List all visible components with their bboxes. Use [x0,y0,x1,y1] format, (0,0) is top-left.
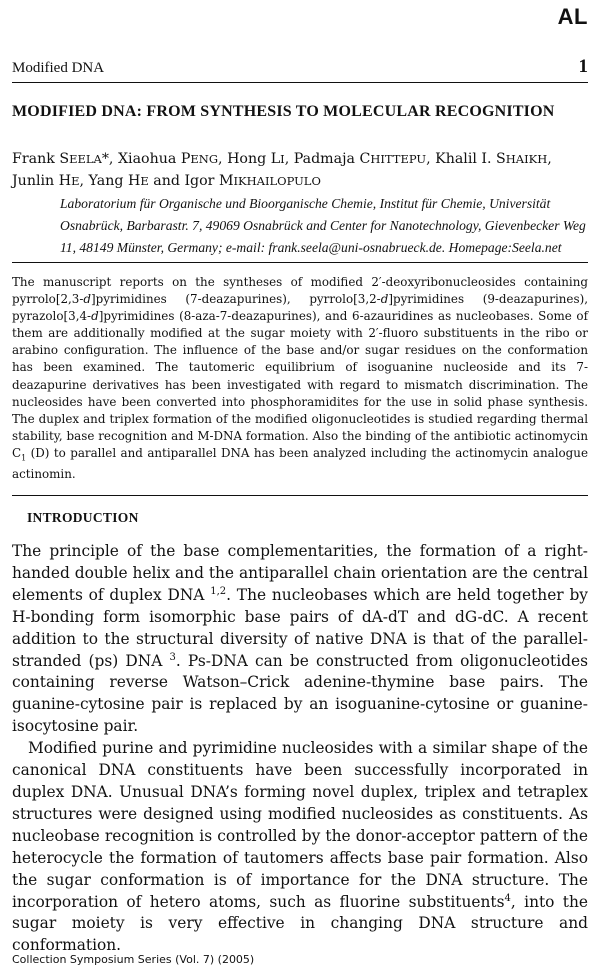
abstract [12,274,588,484]
abstract-bottom-rule [12,495,588,496]
author: Khalil I. SHAIKH, [435,151,552,167]
author: Yang HE and [88,173,185,189]
author: Hong LI, [227,151,294,167]
author: Frank SEELA*, [12,151,118,167]
header-rule [12,82,588,83]
running-head: Modified DNA [12,60,105,76]
introduction-body [12,541,588,957]
abstract-paragraph: The manuscript reports on the syntheses of modified 2′-deoxyribonucleosides containing pyrrolo[2,3-d]pyrimidines (7-deazapurines), pyrrolo[3,2-d]pyrimidines (9-deazapurines), pyrazolo[3,4-d]pyrimidines (8-aza-7-deazapurines), and 6-azauridines as nucleobases. Some of them are additionally modified at the sugar moiety with 2′-fluoro substituents in the ribo or arabino configuration. The influence of the base and/or sugar residues on the conformation has been examined. The tautomeric equilibrium of isoguanine nucleoside and its 7-deazapurine derivatives has been investigated with regard to mismatch discrimination. The nucleosides have been converted into phosphoramidites for the use in solid phase synthesis. The duplex and triplex formation of the modified oligonucleotides is studied regarding thermal stability, base recognition and M-DNA formation. Also the binding of the antibiotic actinomycin $C_1$ (D) to parallel and antiparallel DNA has been analyzed including the actinomycin analogue actinomin. [12,275,588,482]
body-paragraph: Modified purine and pyrimidine nucleosides with a similar shape of the canonical DNA constituents have been successfully incorporated in duplex DNA. Unusual DNA’s forming novel duplex, triplex and tetraplex structures were designed using modified nucleosides as constituents. As nucleobase recognition is controlled by the donor-acceptor pattern of the heterocycle the formation of tautomers affects base pair formation. Also the sugar conformation is of importance for the DNA structure. The incorporation of hetero atoms, such as fluorine substituents$^4$, into the sugar moiety is very effective in changing DNA structure and conformation. [12,739,589,955]
page-number: 1 [578,56,588,77]
author: Igor MIKHAILOPULO [184,173,321,189]
author-affiliation: Laboratorium für Organische und Bioorganische Chemie, Institut für Chemie, Universität Osnabrück, Barbarastr. 7, 49069 Osnabrück and Center for Nanotechnology, Gievenbecker Weg 11, 48149 Münster, Germany; e-mail: frank.seela@uni-osnabrueck.de. Homepage:Seela.net [60,196,586,255]
author: Padmaja CHITTEPU, [293,151,436,167]
series-footer: Collection Symposium Series (Vol. 7) (2005) [12,953,255,966]
body-paragraph: The principle of the base complementarities, the formation of a right-handed double helix and the antiparallel chain orientation are the central elements of duplex DNA $^{1,2}$. The nucleobases which are held together by H-bonding form isomorphic base pairs of dA-dT and dG-dC. A recent addition to the structural diversity of native DNA is that of the parallel-stranded (ps) DNA $^3$. Ps-DNA can be constructed from oligonucleotides containing reverse Watson–Crick adenine-thymine base pairs. The guanine-cytosine pair is replaced by an isoguanine-cytosine or guanine-isocytosine pair. [12,542,589,736]
corner-tag: AL [557,4,588,29]
author: Xiaohua PENG, [117,151,228,167]
section-heading-introduction: INTRODUCTION [27,510,139,525]
author: Junlin HE, [12,173,89,189]
author-list [12,148,598,192]
article-title: MODIFIED DNA: FROM SYNTHESIS TO MOLECULAR RECOGNITION [12,103,555,120]
abstract-top-rule [12,262,588,263]
